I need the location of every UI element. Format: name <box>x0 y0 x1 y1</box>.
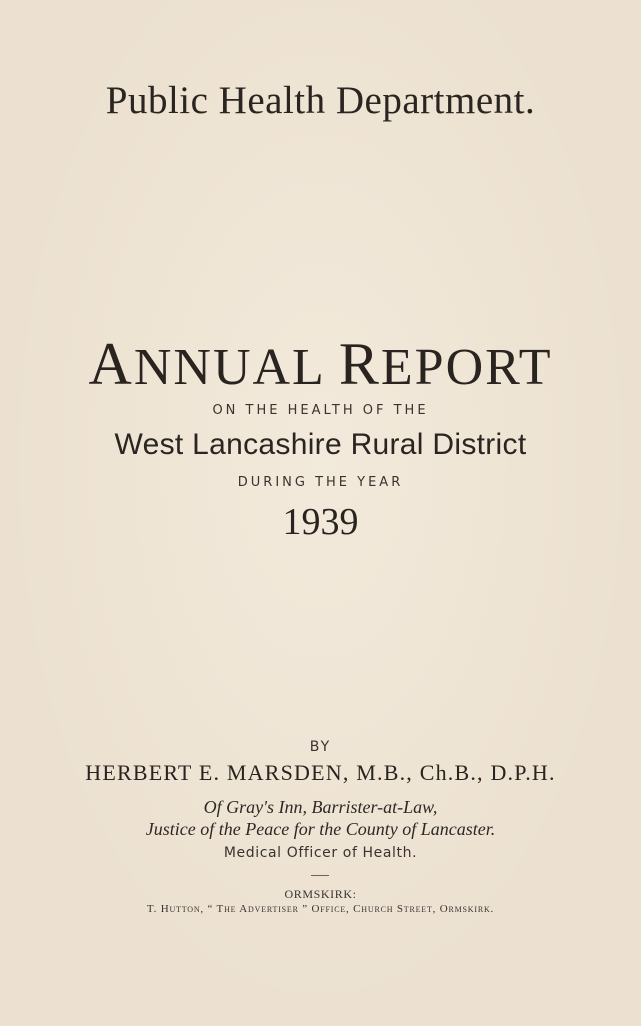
on-the-health-caption: ON THE HEALTH OF THE <box>212 403 429 418</box>
divider-rule <box>311 875 329 876</box>
author-role: Medical Officer of Health. <box>223 845 418 861</box>
author-name: HERBERT E. MARSDEN, M.B., Ch.B., D.P.H. <box>85 760 556 785</box>
printer-imprint: T. Hutton, “ The Advertiser ” Office, Church Street, Ormskirk. <box>146 903 495 915</box>
during-the-year-caption: DURING THE YEAR <box>237 475 404 490</box>
department-heading: Public Health Department. <box>105 79 536 122</box>
report-title-initial-r: R <box>338 331 381 397</box>
report-title <box>0 330 641 399</box>
author-credentials-line-1: Of Gray's Inn, Barrister-at-Law, <box>203 797 438 817</box>
report-title-word-report: REPORT <box>338 331 553 397</box>
by-caption: BY <box>309 739 332 755</box>
report-title-word-annual: ANNUAL <box>88 331 324 397</box>
report-title-initial-a: A <box>88 331 134 397</box>
report-year: 1939 <box>282 501 359 543</box>
imprint-place: ORMSKIRK: <box>284 887 357 901</box>
district-name: West Lancashire Rural District <box>114 428 527 461</box>
author-credentials-line-2: Justice of the Peace for the County of Lancaster. <box>145 819 496 839</box>
